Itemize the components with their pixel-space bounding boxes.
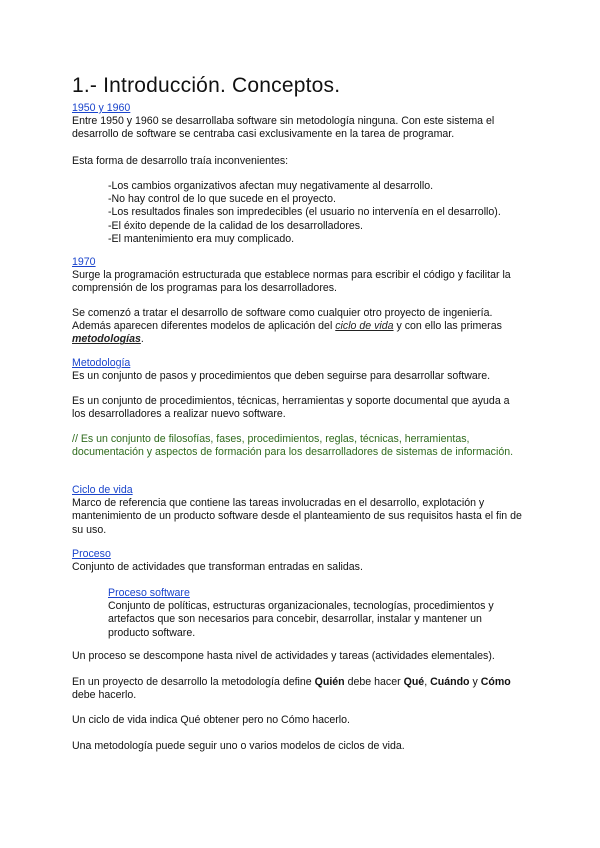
- paragraph-1970: Surge la programación estructurada que establece normas para escribir el código y facilitar la comprensión de los programas para los desarrolladores.: [72, 269, 511, 295]
- section-proceso-software: [108, 587, 524, 640]
- paragraph-ingenieria: [72, 307, 524, 347]
- list-item: -El éxito depende de la calidad de los desarrolladores.: [108, 219, 364, 232]
- list-item: -No hay control de lo que sucede en el proyecto.: [108, 193, 336, 206]
- proceso-text: Conjunto de actividades que transforman entradas en salidas.: [72, 561, 363, 574]
- heading-link-proceso[interactable]: Proceso: [72, 548, 111, 560]
- section-1970: [72, 256, 524, 296]
- page-title: 1.- Introducción. Conceptos.: [72, 74, 341, 97]
- closing-paragraph-3: Un ciclo de vida indica Qué obtener pero no Cómo hacerlo.: [72, 714, 350, 726]
- metodologias-link[interactable]: metodologías: [72, 333, 141, 346]
- metodologia-def-1: Es un conjunto de pasos y procedimientos que deben seguirse para desarrollar software.: [72, 370, 491, 383]
- text-run: .: [140, 333, 144, 346]
- closing-paragraph-2: [72, 676, 524, 702]
- text-run: ,: [424, 676, 431, 688]
- list-item: -Los resultados finales son impredecibles (el usuario no intervenía en el desarrollo).: [108, 206, 501, 219]
- inconvenientes-intro: Esta forma de desarrollo traía inconvenientes:: [72, 155, 289, 167]
- bold-que: Qué: [403, 676, 425, 688]
- ciclo-de-vida-text: Marco de referencia que contiene las tareas involucradas en el desarrollo, explotación y mantenimiento de un producto software desde el planteamiento de sus requisitos hasta el fin de su uso.: [72, 497, 522, 536]
- section-ciclo-de-vida: [72, 484, 524, 537]
- heading-link-ciclo-de-vida[interactable]: Ciclo de vida: [72, 484, 133, 496]
- closing-paragraph-4: Una metodología puede seguir uno o varios modelos de ciclos de vida.: [72, 740, 405, 752]
- closing-paragraph-1: Un proceso se descompone hasta nivel de actividades y tareas (actividades elementales).: [72, 650, 495, 662]
- heading-link-1950[interactable]: 1950 y 1960: [72, 102, 131, 114]
- ciclo-de-vida-link[interactable]: ciclo de vida: [335, 320, 394, 333]
- section-proceso: [72, 548, 524, 574]
- heading-link-proceso-software[interactable]: Proceso software: [108, 587, 190, 599]
- list-item: -Los cambios organizativos afectan muy negativamente al desarrollo.: [108, 180, 434, 192]
- text-run: debe hacerlo.: [72, 689, 137, 702]
- text-run: y con ello las primeras: [393, 320, 502, 333]
- text-run: y: [469, 676, 481, 688]
- bold-como: Cómo: [480, 676, 511, 688]
- inconvenientes-list: [108, 180, 524, 246]
- proceso-software-text: Conjunto de políticas, estructuras organizacionales, tecnologías, procedimientos y artefactos que son necesarios para concebir, desarrollar, instalar y mantener un producto software.: [108, 600, 494, 639]
- bold-quien: Quién: [314, 676, 345, 688]
- bold-cuando: Cuándo: [430, 676, 470, 688]
- metodologia-def-2: Es un conjunto de procedimientos, técnicas, herramientas y soporte documental que ayuda a los desarrolladores a realizar nuevo software.: [72, 395, 510, 421]
- text-run: Se comenzó a tratar el desarrollo de software como cualquier otro proyecto de ingeniería. Además aparecen diferentes modelos de aplicación del: [72, 307, 493, 333]
- metodologia-def-3: // Es un conjunto de filosofías, fases, procedimientos, reglas, técnicas, herramientas, documentación y aspectos de formación para los desarrolladores de sistemas de información.: [72, 433, 514, 459]
- text-run: debe hacer: [344, 676, 404, 688]
- section-1950: [72, 102, 524, 142]
- heading-link-1970[interactable]: 1970: [72, 256, 96, 268]
- section-metodologia: [72, 357, 524, 383]
- text-run: En un proyecto de desarrollo la metodología define: [72, 676, 315, 688]
- list-item: -El mantenimiento era muy complicado.: [108, 232, 295, 245]
- paragraph-1950: Entre 1950 y 1960 se desarrollaba software sin metodología ninguna. Con este sistema el desarrollo de software se centraba casi exclusivamente en la tarea de programar.: [72, 115, 495, 141]
- heading-link-metodologia[interactable]: Metodología: [72, 357, 131, 369]
